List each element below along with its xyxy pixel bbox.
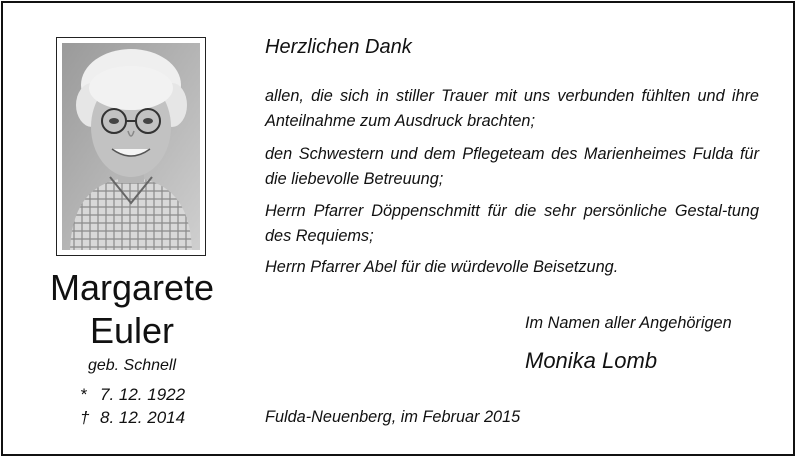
portrait-photo — [56, 37, 206, 256]
portrait-image — [62, 43, 200, 250]
death-cross-icon: † — [80, 408, 90, 427]
birth-date: 7. 12. 1922 — [100, 385, 186, 404]
thanks-paragraph: Herrn Pfarrer Abel für die würdevolle Beisetzung. — [265, 258, 619, 276]
notice-heading: Herzlichen Dank — [265, 36, 412, 58]
thanks-paragraph: Herrn Pfarrer Döppenschmitt für die sehr persönliche Gestal-tung des Requiems; — [265, 202, 759, 245]
maiden-name: geb. Schnell — [87, 357, 177, 374]
signature-name: Monika Lomb — [525, 348, 658, 373]
birth-symbol: * — [80, 385, 87, 404]
thanks-paragraph: den Schwestern und dem Pflegeteam des Marienheimes Fulda für die liebevolle Betreuung; — [265, 145, 759, 188]
deceased-last-name: Euler — [89, 310, 175, 351]
birth-date-line — [80, 385, 185, 405]
deceased-first-name: Margarete — [49, 267, 215, 308]
thanks-paragraph: allen, die sich in stiller Trauer mit uns verbunden fühlten und ihre Anteilnahme zum Ausdruck brachten; — [265, 87, 759, 130]
closing-line: Im Namen aller Angehörigen — [525, 314, 732, 332]
death-date: 8. 12. 2014 — [100, 408, 186, 427]
death-date-line — [80, 408, 185, 428]
place-date: Fulda-Neuenberg, im Februar 2015 — [265, 408, 521, 426]
